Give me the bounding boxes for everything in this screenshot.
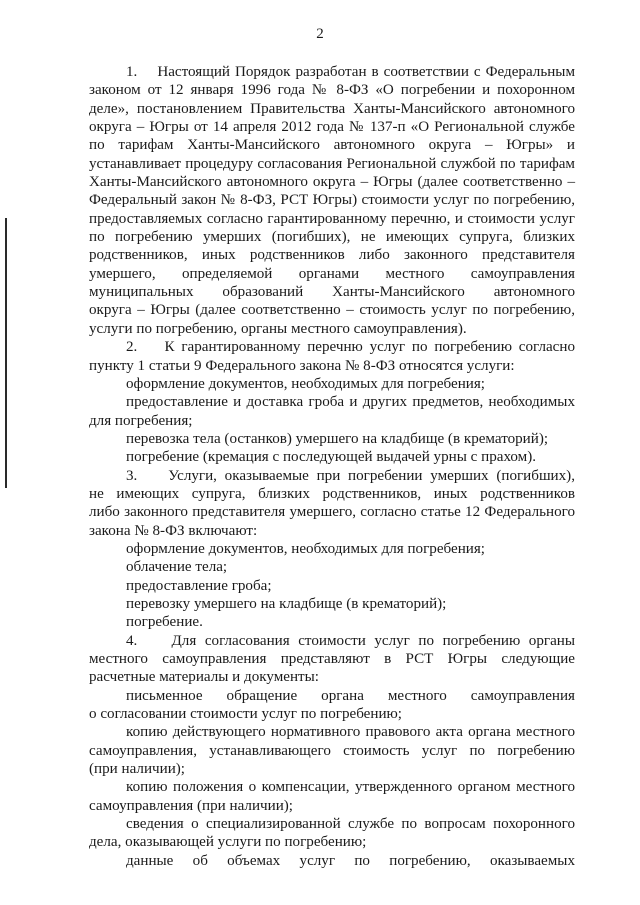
text-line: данные об объемах услуг по погребению, оказываемых [126,852,575,869]
text-line: Федеральный закон № 8-ФЗ, РСТ Югры) стоимости услуг по погребению, [89,192,575,209]
text-line: 3. Услуги, оказываемые при погребении умерших (погибших), [126,467,575,484]
page-number: 2 [316,26,324,42]
text-line: дела, оказывающей услуги по погребению; [89,834,367,851]
text-line: перевозку умершего на кладбище (в крематорий); [126,595,447,612]
text-line: либо законного представителя умершего, согласно статье 12 Федерального [89,504,575,521]
text-line: 2. К гарантированному перечню услуг по погребению согласно [126,339,575,356]
text-line: погребение (кремация с последующей выдачей урны с прахом). [126,449,537,466]
text-line: копию действующего нормативного правового акта органа местного [126,724,575,741]
text-line: пункту 1 статьи 9 Федерального закона № 8-ФЗ относятся услуги: [89,357,515,374]
text-line: законом от 12 января 1996 года № 8-ФЗ «О погребении и похоронном [89,82,575,99]
text-line: местного самоуправления представляют в РСТ Югры следующие [89,651,575,667]
text-line: услуги по погребению, органы местного самоуправления). [89,320,467,337]
text-line: предоставление гроба; [126,577,272,594]
text-line: округа – Югры (далее соответственно – стоимость услуг по погребению, [89,302,575,319]
text-line: умершего, определяемой органами местного самоуправления [89,265,575,282]
text-line: деле», постановлением Правительства Ханты-Мансийского автономного [89,100,575,117]
text-line: самоуправления, устанавливающего стоимость услуг по погребению [89,742,575,759]
text-line: предоставление и доставка гроба и других предметов, необходимых [126,394,575,411]
document-body [89,63,575,870]
text-line: по погребению умерших (погибших), не имеющих супруга, близких [89,229,575,246]
text-line: перевозка тела (останков) умершего на кладбище (в крематорий); [126,430,549,447]
text-line: предоставляемых согласно гарантированному перечню, и стоимости услуг [89,210,575,227]
text-line: Ханты-Мансийского автономного округа – Югры (далее соответственно – [89,174,575,191]
text-line: не имеющих супруга, близких родственников, иных родственников [89,485,575,502]
text-line: (при наличии); [89,761,185,778]
text-line: родственников, иных родственников либо законного представителя [89,247,575,264]
text-line: муниципальных образований Ханты-Мансийского автономного [89,284,575,301]
text-line: закона № 8-ФЗ включают: [89,522,258,539]
text-line: копию положения о компенсации, утвержденного органом местного [126,779,575,796]
text-line: самоуправления (при наличии); [89,797,293,814]
text-line: округа – Югры от 14 апреля 2012 года № 137-п «О Региональной службе [89,119,575,136]
text-line: письменное обращение органа местного самоуправления [126,687,575,704]
text-line: сведения о специализированной службе по вопросам похоронного [126,816,575,833]
text-line: оформление документов, необходимых для погребения; [126,375,485,392]
text-line: погребение. [126,614,203,631]
text-line: о согласовании стоимости услуг по погребению; [89,706,402,723]
text-line: для погребения; [89,412,193,429]
text-line: расчетные материалы и документы: [89,669,319,686]
text-line: 1. Настоящий Порядок разработан в соответствии с Федеральным [126,64,575,80]
text-line: по тарифам Ханты-Мансийского автономного округа – Югры» и [89,137,575,154]
text-line: облачение тела; [126,559,228,576]
scan-edge-mark [5,218,7,488]
text-line: 4. Для согласования стоимости услуг по погребению органы [126,632,575,649]
text-line: оформление документов, необходимых для погребения; [126,540,485,557]
text-line: устанавливает процедуру согласования Региональной службой по тарифам [89,155,575,172]
